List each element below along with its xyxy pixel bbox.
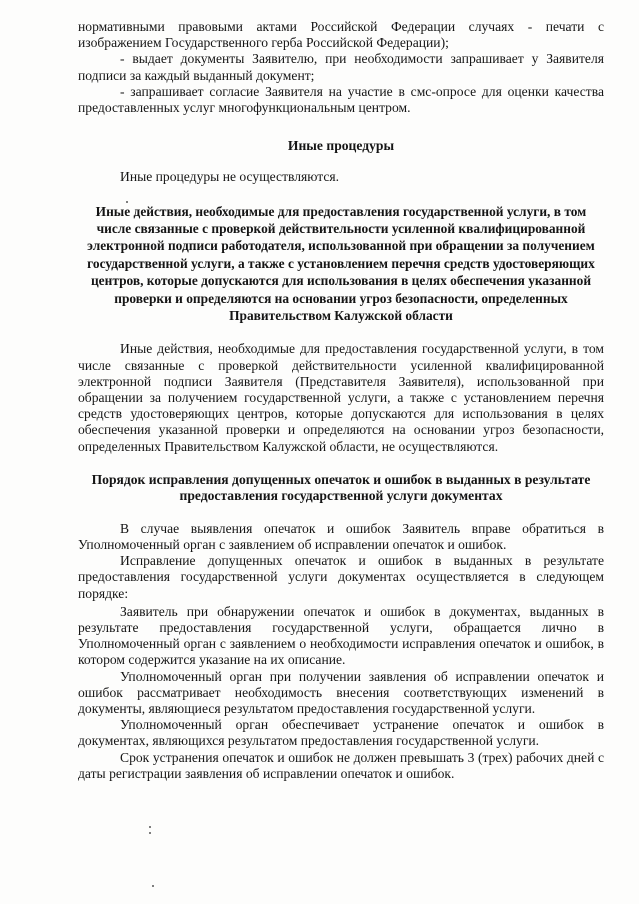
bullet-issue-documents: - выдает документы Заявителю, при необходимости запрашивает у Заявителя подписи за каждый выданный документ; — [78, 51, 604, 83]
paragraph-authority-correction: Уполномоченный орган обеспечивает устранение опечаток и ошибок в документах, являющихся результатом предоставления государственной услуги. — [78, 717, 604, 749]
scan-speck — [149, 826, 151, 828]
paragraph-other-actions: Иные действия, необходимые для предоставления государственной услуги, в том числе связанные с проверкой действительности усиленной квалифицированной электронной подписи Заявителя (Представителя Заявителя), использованной при обращении за получением государственной услуги, а также с установлением перечня средств удостоверяющих центров, которые допускаются для использования в целях обеспечения указанной проверки и определяются на основании угроз безопасности, определенных Правительством Калужской области, не осуществляются. — [78, 341, 604, 454]
paragraph-authority-review: Уполномоченный орган при получении заявления об исправлении опечаток и ошибок рассматривает необходимость внесения соответствующих изменений в документы, являющиеся результатом предоставления государственной услуги. — [78, 668, 604, 716]
page-text-column — [78, 19, 604, 782]
paragraph-applicant-appeal: Заявитель при обнаружении опечаток и ошибок в документах, выданных в результате предоставления государственной услуги, обращается лично в Уполномоченный орган с заявлением о необходимости исправления опечаток и ошибок, в котором содержится указание на их описание. — [78, 603, 604, 668]
scan-speck — [152, 885, 154, 887]
heading-other-actions: Иные действия, необходимые для предоставления государственной услуги, в том числе связанные с проверкой действительности усиленной квалифицированной электронной подписи работодателя, использованной при обращении за получением государственной услуги, а также с установлением перечня средств удостоверяющих центров, которые допускаются для использования в целях обеспечения указанной проверки и определяются на основании угроз безопасности, определенных Правительством Калужской области — [87, 203, 595, 324]
scan-speck — [149, 832, 151, 834]
scan-speck — [126, 201, 128, 203]
heading-other-procedures: Иные процедуры — [287, 138, 395, 154]
paragraph-correction-deadline: Срок устранения опечаток и ошибок не должен превышать 3 (трех) рабочих дней с даты регистрации заявления об исправлении опечаток и ошибок. — [78, 749, 604, 781]
paragraph-applicant-right: В случае выявления опечаток и ошибок Заявитель вправе обратиться в Уполномоченный орган с заявлением об исправлении опечаток и ошибок. — [78, 520, 604, 552]
paragraph-other-procedures: Иные процедуры не осуществляются. — [120, 169, 340, 185]
bullet-sms-survey: - запрашивает согласие Заявителя на участие в смс-опросе для оценки качества предоставленных услуг многофункциональным центром. — [78, 83, 604, 116]
paragraph-correction-order: Исправление допущенных опечаток и ошибок в выданных в результате предоставления государственной услуги документах осуществляется в следующем порядке: — [78, 553, 604, 601]
heading-correction-procedure: Порядок исправления допущенных опечаток и ошибок в выданных в результате предоставления государственной услуги документах — [91, 471, 591, 504]
bullet-continuation: нормативными правовыми актами Российской Федерации случаях - печати с изображением Государственного герба Российской Федерации); — [78, 19, 604, 51]
